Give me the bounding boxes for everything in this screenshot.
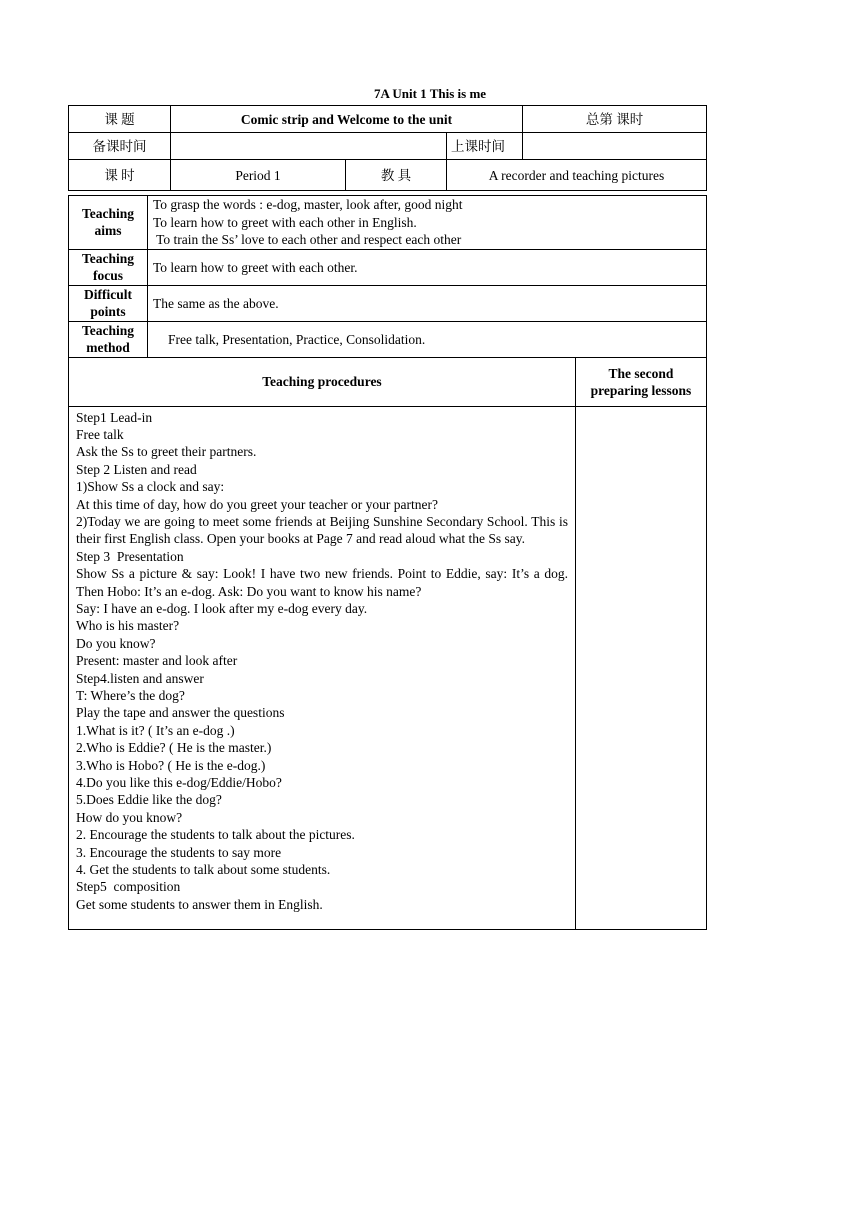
- procedures-header-row: [69, 357, 707, 406]
- aims-label: Teaching aims: [69, 196, 148, 250]
- procedures-row: [69, 406, 707, 929]
- procedure-line: Free talk: [76, 426, 124, 442]
- topic-value: Comic strip and Welcome to the unit: [171, 106, 523, 133]
- period-value: Period 1: [171, 160, 346, 191]
- time-row: [69, 133, 707, 160]
- second-preparing-body: [576, 406, 707, 929]
- aim-line: To grasp the words : e-dog, master, look after, good night: [153, 197, 463, 212]
- aims-value: [148, 196, 707, 250]
- procedure-line: 4.Do you like this e-dog/Eddie/Hobo?: [76, 775, 282, 791]
- procedure-line: Get some students to answer them in English.: [76, 896, 323, 912]
- procedure-line: Say: I have an e-dog. I look after my e-dog every day.: [76, 600, 368, 616]
- document-title: 7A Unit 1 This is me: [373, 86, 487, 101]
- period-row: [69, 160, 707, 191]
- method-row: [69, 321, 707, 357]
- procedure-line: Step4.listen and answer: [76, 670, 204, 686]
- class-time-value: [523, 133, 707, 160]
- procedure-line: Do you know?: [76, 635, 156, 651]
- procedure-line: Who is his master?: [76, 618, 180, 634]
- procedure-line: 2. Encourage the students to talk about the pictures.: [76, 827, 355, 843]
- procedure-line: How do you know?: [76, 809, 183, 825]
- difficult-value: The same as the above.: [148, 285, 707, 321]
- procedure-line: 3. Encourage the students to say more: [76, 844, 282, 860]
- procedure-line: 2.Who is Eddie? ( He is the master.): [76, 740, 272, 756]
- focus-row: [69, 249, 707, 285]
- procedure-line: Step5 composition: [76, 879, 181, 895]
- lesson-plan-table: [68, 195, 707, 930]
- tools-value: A recorder and teaching pictures: [447, 160, 707, 191]
- difficult-row: [69, 285, 707, 321]
- procedure-line: 2)Today we are going to meet some friends at Beijing Sunshine Secondary School. This is their first English class. Open your books at Page 7 and read aloud what the Ss say.: [76, 513, 568, 547]
- focus-value: To learn how to greet with each other.: [148, 249, 707, 285]
- procedure-line: Step 2 Listen and read: [76, 461, 197, 477]
- aim-line: To learn how to greet with each other in English.: [153, 214, 417, 230]
- procedure-line: 3.Who is Hobo? ( He is the e-dog.): [76, 757, 266, 773]
- class-time-label: 上课时间: [447, 133, 523, 160]
- procedure-line: 4. Get the students to talk about some students.: [76, 862, 331, 878]
- prep-time-value: [171, 133, 447, 160]
- procedure-line: Step1 Lead-in: [76, 409, 153, 425]
- total-lessons-label: 总第 课时: [523, 106, 707, 133]
- procedures-header: Teaching procedures: [69, 357, 576, 406]
- topic-label: 课 题: [69, 106, 171, 133]
- procedure-line: Play the tape and answer the questions: [76, 705, 285, 721]
- procedure-line: T: Where’s the dog?: [76, 688, 185, 703]
- difficult-label: Difficult points: [69, 285, 148, 321]
- focus-label: Teaching focus: [69, 249, 148, 285]
- aim-line: To train the Ss’ love to each other and respect each other: [153, 232, 462, 247]
- second-preparing-header: The second preparing lessons: [576, 357, 707, 406]
- prep-time-label: 备课时间: [69, 133, 171, 160]
- header-table: [68, 105, 707, 191]
- procedure-line: Step 3 Presentation: [76, 548, 184, 564]
- procedure-line: 5.Does Eddie like the dog?: [76, 792, 222, 808]
- procedure-line: Show Ss a picture & say: Look! I have two new friends. Point to Eddie, say: It’s a dog. Then Hobo: It’s an e-dog. Ask: Do you want to know his name?: [76, 566, 568, 599]
- method-label: Teaching method: [69, 321, 148, 357]
- procedure-line: Ask the Ss to greet their partners.: [76, 444, 257, 460]
- aims-row: [69, 196, 707, 250]
- period-label: 课 时: [69, 160, 171, 191]
- procedure-line: Present: master and look after: [76, 653, 238, 669]
- tools-label: 教 具: [346, 160, 447, 191]
- method-value: Free talk, Presentation, Practice, Consolidation.: [148, 321, 707, 357]
- procedure-line: At this time of day, how do you greet your teacher or your partner?: [76, 496, 439, 512]
- procedure-line: 1)Show Ss a clock and say:: [76, 479, 225, 495]
- procedures-body: [69, 406, 576, 929]
- topic-row: [69, 106, 707, 133]
- procedure-line: 1.What is it? ( It’s an e-dog .): [76, 722, 235, 738]
